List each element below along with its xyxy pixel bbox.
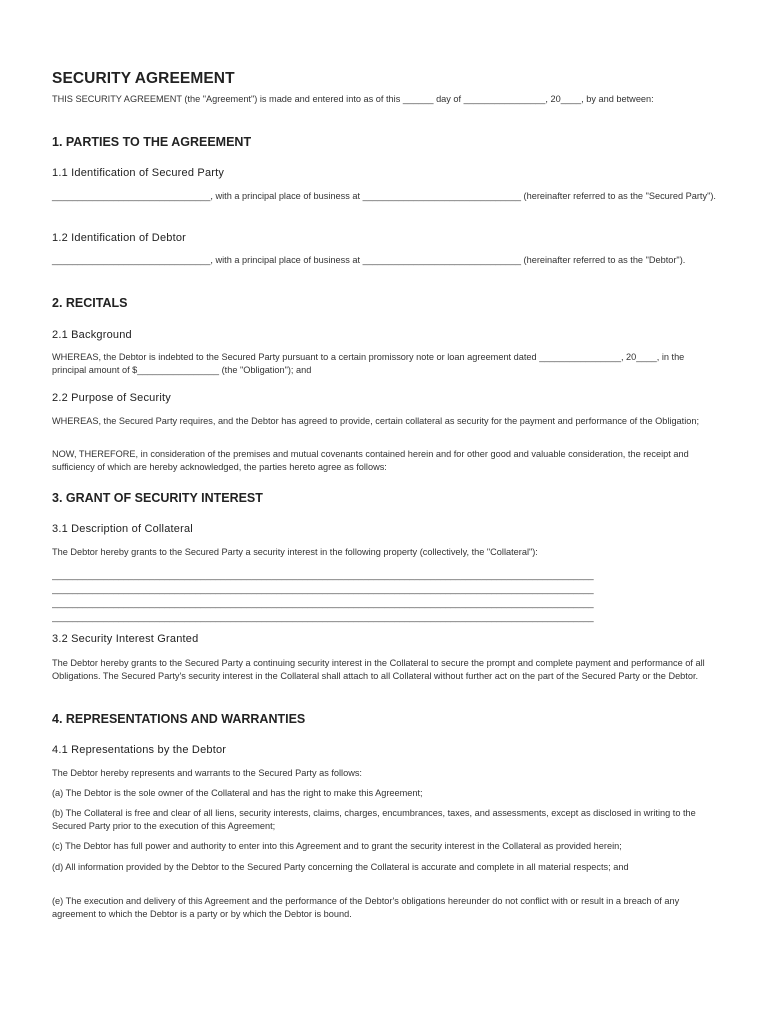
subsection-3-2-heading: 3.2 Security Interest Granted bbox=[52, 633, 199, 645]
document-title: SECURITY AGREEMENT bbox=[52, 70, 235, 87]
subsection-2-2-heading: 2.2 Purpose of Security bbox=[52, 392, 171, 404]
representation-item-d: (d) All information provided by the Debtor to the Secured Party concerning the Collateral is accurate and complete in all material respects; and bbox=[52, 862, 629, 872]
subsection-1-2-text: _______________________________, with a principal place of business at _______________________________ (hereinafter referred to as the "Debtor"). bbox=[52, 255, 686, 265]
subsection-2-2-text-1: WHEREAS, the Secured Party requires, and the Debtor has agreed to provide, certain collateral as security for the payment and performance of the Obligation; bbox=[52, 416, 700, 426]
representation-item-e: (e) The execution and delivery of this Agreement and the performance of the Debtor's obligations hereunder do not conflict with or result in a breach of any agreement to which the Debtor is a party or by which the Debtor is bound. bbox=[52, 896, 680, 919]
subsection-3-2-text: The Debtor hereby grants to the Secured Party a continuing security interest in the Collateral to secure the prompt and complete payment and performance of all Obligations. The Secured Party's security interest in the Collateral shall attach to all Collateral without further act on the part of the Secured Party or the Debtor. bbox=[52, 658, 705, 681]
subsection-2-2-text-2: NOW, THEREFORE, in consideration of the premises and mutual covenants contained herein and for other good and valuable consideration, the receipt and sufficiency of which are hereby acknowledged, the parties hereto agree as follows: bbox=[52, 449, 689, 472]
subsection-2-1-heading: 2.1 Background bbox=[52, 329, 132, 341]
subsection-4-1-text: The Debtor hereby represents and warrants to the Secured Party as follows: bbox=[52, 768, 362, 778]
subsection-4-1-heading: 4.1 Representations by the Debtor bbox=[52, 744, 227, 756]
representation-item-c: (c) The Debtor has full power and authority to enter into this Agreement and to grant the security interest in the Collateral as provided herein; bbox=[52, 841, 622, 851]
subsection-2-1-text: WHEREAS, the Debtor is indebted to the Secured Party pursuant to a certain promissory note or loan agreement dated ________________, 20____, in the principal amount of $________________ (the "Obligation"); and bbox=[52, 352, 685, 375]
representation-item-b: (b) The Collateral is free and clear of all liens, security interests, claims, charges, encumbrances, taxes, and assessments, except as disclosed in writing to the Secured Party prior to the execution of this Agreement; bbox=[52, 808, 696, 831]
subsection-1-1-heading: 1.1 Identification of Secured Party bbox=[52, 167, 225, 179]
subsection-1-2-heading: 1.2 Identification of Debtor bbox=[52, 232, 187, 244]
collateral-blank-line: __________________________________________________________________________________________________________ bbox=[52, 612, 594, 622]
subsection-3-1-text: The Debtor hereby grants to the Secured Party a security interest in the following property (collectively, the "Collateral"): bbox=[52, 547, 538, 557]
section-2-heading: 2. RECITALS bbox=[52, 296, 128, 310]
intro-paragraph: THIS SECURITY AGREEMENT (the "Agreement") is made and entered into as of this ______ day of ________________, 20____, by and between: bbox=[52, 94, 654, 104]
collateral-blank-line: __________________________________________________________________________________________________________ bbox=[52, 598, 594, 608]
subsection-3-1-heading: 3.1 Description of Collateral bbox=[52, 523, 193, 535]
section-3-heading: 3. GRANT OF SECURITY INTEREST bbox=[52, 491, 263, 505]
collateral-blank-line: __________________________________________________________________________________________________________ bbox=[52, 570, 594, 580]
subsection-1-1-text: _______________________________, with a principal place of business at _______________________________ (hereinafter referred to as the "Secured Party"). bbox=[52, 191, 716, 201]
representation-item-a: (a) The Debtor is the sole owner of the Collateral and has the right to make this Agreement; bbox=[52, 788, 423, 798]
collateral-blank-line: __________________________________________________________________________________________________________ bbox=[52, 584, 594, 594]
section-1-heading: 1. PARTIES TO THE AGREEMENT bbox=[52, 135, 252, 149]
section-4-heading: 4. REPRESENTATIONS AND WARRANTIES bbox=[52, 712, 306, 726]
